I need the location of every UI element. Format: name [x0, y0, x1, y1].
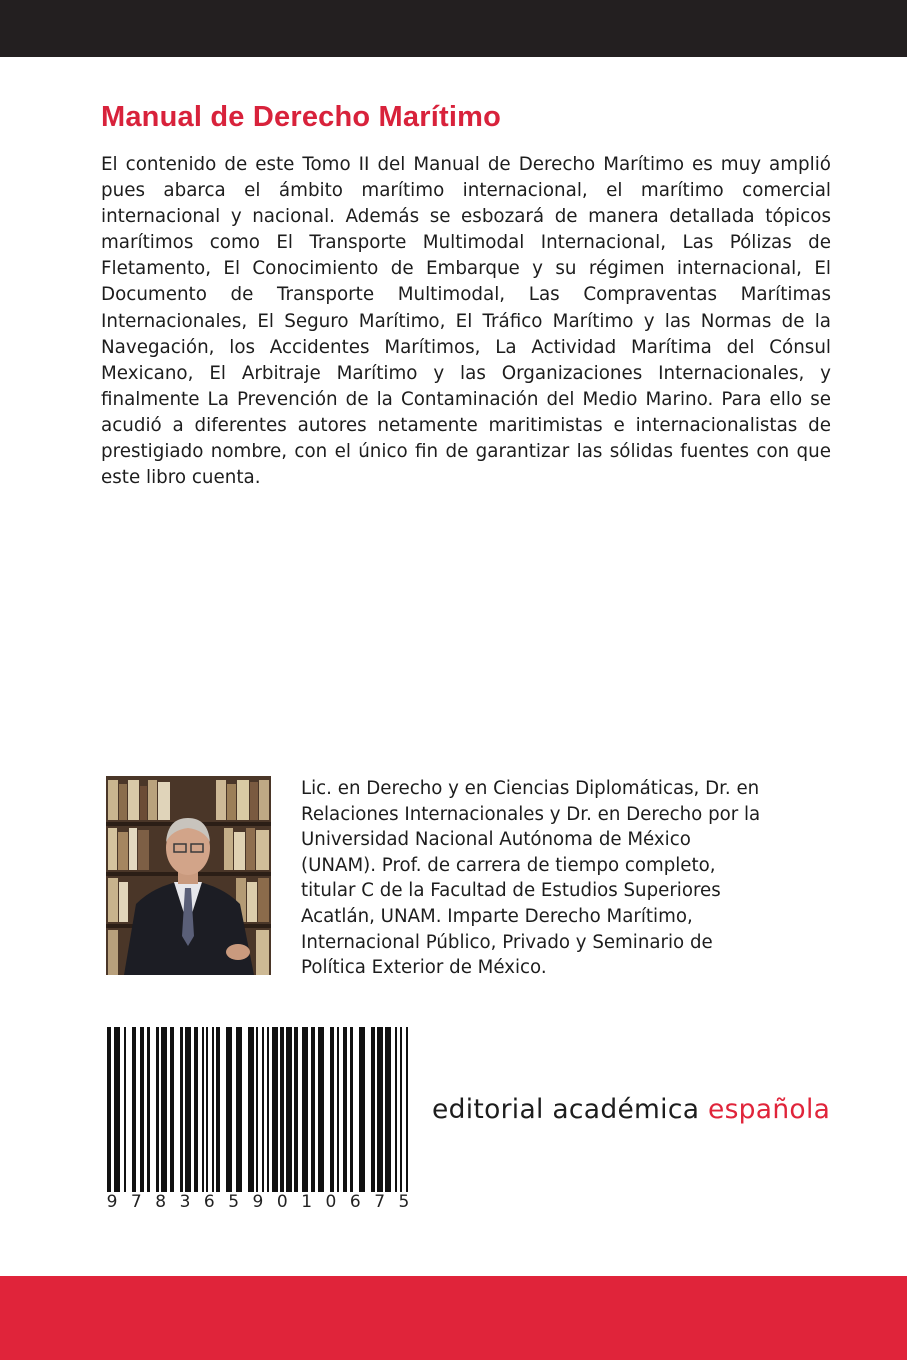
barcode-bar — [114, 1027, 120, 1195]
barcode-digits — [99, 1192, 417, 1212]
author-photo — [106, 776, 271, 975]
barcode-bar — [302, 1027, 308, 1195]
barcode-bar — [185, 1027, 191, 1195]
barcode-bar — [202, 1027, 204, 1195]
author-photo-image — [106, 776, 271, 975]
barcode-bar — [377, 1027, 383, 1195]
barcode-bar — [395, 1027, 397, 1195]
barcode-digit: 0 — [325, 1192, 337, 1212]
publisher-name: editorial académica — [432, 1094, 700, 1125]
barcode-bar — [226, 1027, 232, 1195]
barcode-bar — [262, 1027, 264, 1195]
barcode-digit: 7 — [374, 1192, 386, 1212]
barcode-bar — [132, 1027, 136, 1195]
isbn-barcode — [99, 1020, 417, 1220]
author-bio-line: Política Exterior de México. — [301, 957, 547, 979]
barcode-bar — [350, 1027, 353, 1195]
barcode-bar — [124, 1027, 126, 1195]
barcode-bar — [236, 1027, 242, 1195]
barcode-digit: 5 — [398, 1192, 410, 1212]
barcode-bar — [161, 1027, 167, 1195]
barcode-digit: 3 — [179, 1192, 191, 1212]
barcode-digit: 1 — [301, 1192, 313, 1212]
barcode-bar — [140, 1027, 144, 1195]
barcode-bar — [248, 1027, 254, 1195]
barcode-bar — [180, 1027, 183, 1195]
barcode-bar — [194, 1027, 198, 1195]
bottom-band — [0, 1276, 907, 1360]
barcode-bar — [294, 1027, 298, 1195]
barcode-bar — [216, 1027, 220, 1195]
barcode-bar — [311, 1027, 315, 1195]
barcode-bar — [206, 1027, 208, 1195]
author-bio-line: Relaciones Internacionales y Dr. en Derecho por la — [301, 803, 761, 825]
barcode-bar — [170, 1027, 174, 1195]
publisher-logo — [432, 1094, 830, 1125]
author-bio — [301, 776, 821, 981]
barcode-bar — [272, 1027, 278, 1195]
author-bio-line: Internacional Público, Privado y Seminario de — [301, 931, 713, 953]
barcode-bar — [371, 1027, 375, 1195]
barcode-bar — [343, 1027, 347, 1195]
barcode-digit: 9 — [106, 1192, 118, 1212]
barcode-digit: 0 — [276, 1192, 288, 1212]
barcode-bar — [385, 1027, 391, 1195]
barcode-bar — [212, 1027, 214, 1195]
barcode-digit: 9 — [252, 1192, 264, 1212]
barcode-bar — [400, 1027, 402, 1195]
book-description: El contenido de este Tomo II del Manual de Derecho Marítimo es muy amplió pues abarca el ámbito marítimo internacional, el marítimo comercial internacional y nacional. Además se esbozará de manera detallada tópicos marítimos como El Transporte Multimodal Internacional, Las Pólizas de Fletamento, El Conocimiento de Embarque y su régimen internacional, El Documento de Transporte Multimodal, Las Compraventas Marítimas Internacionales, El Seguro Marítimo, El Tráfico Marítimo y las Normas de la Navegación, los Accidentes Marítimos, La Actividad Marítima del Cónsul Mexicano, El Arbitraje Marítimo y las Organizaciones Internacionales, y finalmente La Prevención de la Contaminación del Medio Marino. Para ello se acudió a diferentes autores netamente maritimistas e internacionalistas de prestigiado nombre, con el único fin de garantizar las sólidas fuentes con que este libro cuenta. — [101, 154, 831, 489]
barcode-bar — [280, 1027, 284, 1195]
barcode-bar — [256, 1027, 258, 1195]
barcode-bar — [359, 1027, 365, 1195]
author-bio-line: Lic. en Derecho y en Ciencias Diplomáticas, Dr. en — [301, 778, 760, 799]
book-title: Manual de Derecho Marítimo — [101, 101, 501, 133]
publisher-name-accent: española — [707, 1094, 831, 1125]
barcode-digit: 6 — [349, 1192, 361, 1212]
barcode-bar — [330, 1027, 334, 1195]
barcode-digit: 8 — [155, 1192, 167, 1212]
top-band — [0, 0, 907, 57]
barcode-bar — [406, 1027, 408, 1195]
author-bio-line: Acatlán, UNAM. Imparte Derecho Marítimo, — [301, 905, 693, 927]
barcode-bar — [147, 1027, 150, 1195]
barcode-digit: 5 — [228, 1192, 240, 1212]
barcode-digit: 6 — [203, 1192, 215, 1212]
barcode-bar — [107, 1027, 111, 1195]
barcode-digit: 7 — [130, 1192, 142, 1212]
author-bio-line: Universidad Nacional Autónoma de México — [301, 829, 691, 851]
barcode-bar — [267, 1027, 269, 1195]
barcode-bar — [318, 1027, 324, 1195]
author-bio-line: titular C de la Facultad de Estudios Superiores — [301, 880, 721, 902]
barcode-bars — [99, 1020, 417, 1220]
barcode-bar — [337, 1027, 339, 1195]
barcode-bar — [286, 1027, 292, 1195]
barcode-bar — [156, 1027, 159, 1195]
author-bio-line: (UNAM). Prof. de carrera de tiempo completo, — [301, 854, 716, 876]
